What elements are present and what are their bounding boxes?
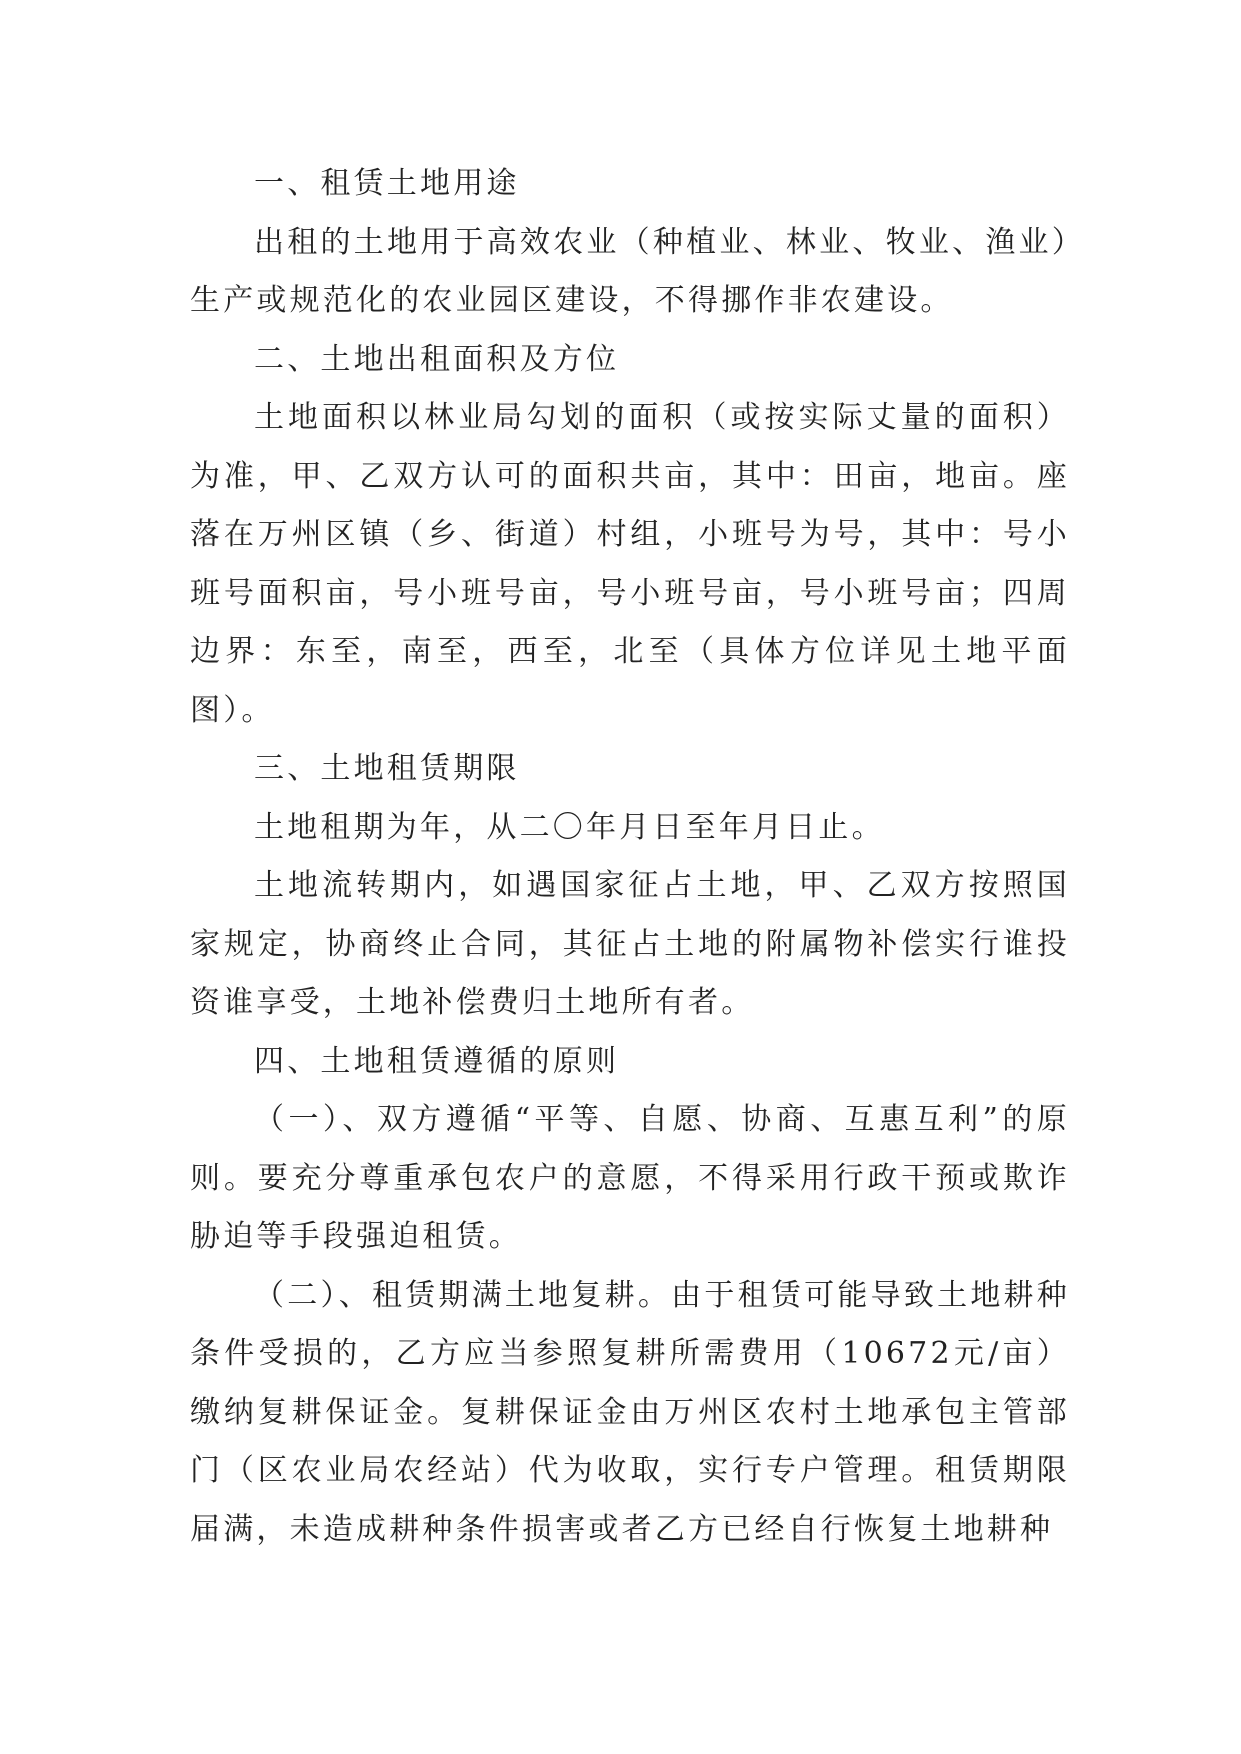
paragraph-lease-term: 土地租期为年，从二〇年月日至年月日止。 (254, 809, 885, 845)
section-heading-area-location: 二、土地出租面积及方位 (254, 341, 620, 377)
section-heading-land-use: 一、租赁土地用途 (254, 166, 520, 201)
section-heading-lease-term: 三、土地租赁期限 (254, 751, 520, 786)
paragraph-area-location: 土地面积以林业局勾划的面积（或按实际丈量的面积）为准，甲、乙双方认可的面积共亩，其中：田亩，地亩。座落在万州区镇（乡、街道）村组，小班号为号，其中：号小班号面积亩，号小班号亩，号小班号亩，号小班号亩；四周边界：东至，南至，西至，北至（具体方位详见土地平面图）。 (190, 400, 1070, 728)
section-heading-principles: 四、土地租赁遵循的原则 (254, 1043, 620, 1079)
document-page (190, 155, 1070, 1559)
paragraph-land-use: 出租的土地用于高效农业（种植业、林业、牧业、渔业）生产或规范化的农业园区建设，不得挪作非农建设。 (190, 224, 1070, 318)
paragraph-land-requisition: 土地流转期内，如遇国家征占土地，甲、乙双方按照国家规定，协商终止合同，其征占土地的附属物补偿实行谁投资谁享受，土地补偿费归土地所有者。 (190, 868, 1070, 1020)
paragraph-principle-one: （一）、双方遵循“平等、自愿、协商、互惠互利”的原则。要充分尊重承包农户的意愿，不得采用行政干预或欺诈胁迫等手段强迫租赁。 (190, 1102, 1070, 1254)
paragraph-principle-two: （二）、租赁期满土地复耕。由于租赁可能导致土地耕种条件受损的，乙方应当参照复耕所需费用（10672元/亩）缴纳复耕保证金。复耕保证金由万州区农村土地承包主管部门（区农业局农经站）代为收取，实行专户管理。租赁期限届满，未造成耕种条件损害或者乙方已经自行恢复土地耕种 (190, 1277, 1070, 1547)
